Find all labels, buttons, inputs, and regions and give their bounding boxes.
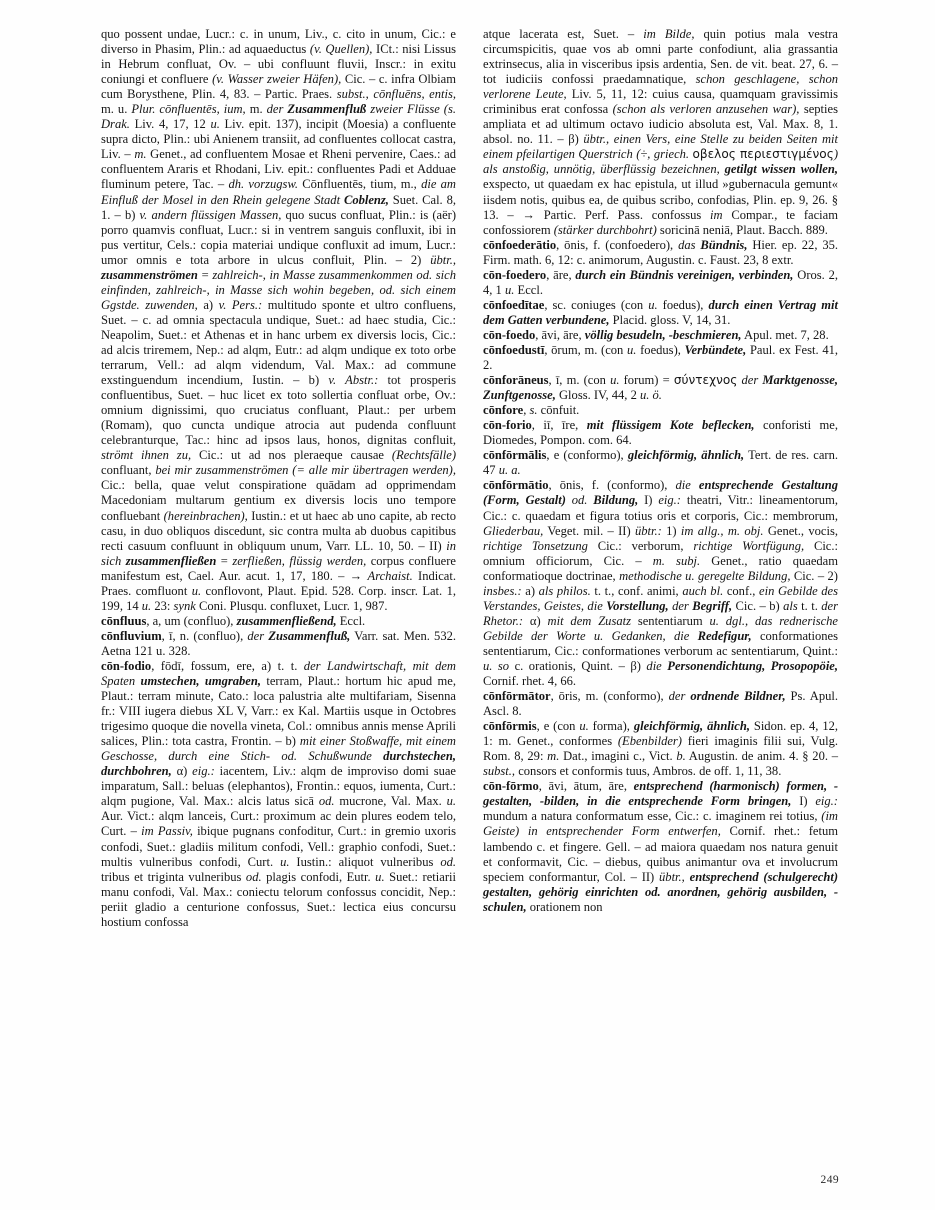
dictionary-entry: cōn-foedero, āre, durch ein Bündnis vereinigen, verbinden, Oros. 2, 4, 1 u. Eccl. — [483, 267, 838, 297]
dictionary-entry: cōn-fodio, fōdī, fossum, ere, a) t. t. der Landwirtschaft, mit dem Spaten umstechen, umgraben, terram, Plaut.: hortum hic apud me, Plaut.: terram minute, Cato.: loca palustria alte multifariam, Sisenna fr.: VIII iugera diebus XL V, Varr.: ex Kal. Martiis usque in Octobres trigesimo quoque die novella vineta, Col.: omnibus annis mense Aprili salices, Plin.: tota castra, Frontin. – b) mit einer Stoßwaffe, mit einem Geschosse, durch eine Stich- od. Schußwunde durchstechen, durchbohren, α) eig.: iacentem, Liv.: alqm de improviso domi suae imparatum, Sall.: beluas (elephantos), Frontin.: equos, iumenta, Curt.: alqm pugione, Val. Max.: alcis latus sicā od. mucrone, Val. Max. u. Aur. Vict.: alqm lanceis, Curt.: proximum ac dein plures eodem telo, Curt. – im Passiv, ibique pugnans confoditur, Curt.: in gremio uxoris confodi, Suet.: gladiis militum confodi, Vell.: graphio confodi, Suet.: multis vulneribus confodi, Curt. u. Iustin.: aliquot vulneribus od. tribus et triginta vulneribus od. plagis confodi, Eutr. u. Suet.: retiarii manu confodi, Val. Max.: coniectu telorum confossus concidit, Nep.: periit gladio a centurione confossus, Suet.: lectica eius concursu hostium confossa — [101, 658, 456, 929]
page-number: 249 — [820, 1174, 839, 1186]
dictionary-entry: cōnfluvium, ī, n. (confluo), der Zusammenfluß, Varr. sat. Men. 532. Aetna 121 u. 328. — [101, 628, 457, 658]
dictionary-entry: cōnfoederātio, ōnis, f. (confoedero), das Bündnis, Hier. ep. 22, 35. Firm. math. 6, 12: c. animorum, Augustin. c. Faust. 23, 8 extr. — [483, 237, 839, 267]
dictionary-entry: cōn-forio, iī, īre, mit flüssigem Kote beflecken, conforisti me, Diomedes, Pompon. com. 64. — [483, 418, 838, 448]
dictionary-entry: cōnfōrmātor, ōris, m. (conformo), der ordnende Bildner, Ps. Apul. Ascl. 8. — [483, 689, 839, 719]
dictionary-entry: cōnfōrmis, e (con u. forma), gleichförmig, ähnlich, Sidon. ep. 4, 12, 1: m. Genet., conformes (Ebenbilder) fieri imaginis filii sui, Vulg. Rom. 8, 29: m. Dat., imagini c., Vict. b. Augustin. de anim. 4. § 20. – subst., consors et conformis tuus, Ambros. de off. 1, 11, 38. — [483, 719, 839, 779]
dictionary-entry: cōnfōrmālis, e (conformo), gleichförmig, ähnlich, Tert. de res. carn. 47 u. a. — [483, 448, 838, 478]
left-column — [101, 27, 456, 1167]
right-column — [483, 27, 838, 1167]
dictionary-entry: atque lacerata est, Suet. – im Bilde, quin potius mala vestra circumspicitis, quae vos ab omni parte confodiunt, alia grassantia extrinsecus, alia in visceribus ipsis ardentia, Sen. de vit. beat. 27, 6. – tot iudiciis confossi praedamnatique, schon geschlagene, schon verlorene Leute, Liv. 5, 11, 12: cuius causa, quamquam gravissimis criminibus erat confossa (schon als verloren anzusehen war), septies ampliata et ad ultimum octavo iudicio absoluta est, Val. Max. 8, 1. absol. no. 11. – β) übtr., einen Vers, eine Stelle zu beiden Seiten mit einem pfeilartigen Querstrich (÷, griech. οβελος περιεστιγμένος) als anstoßig, unnötig, überflüssig bezeichnen, getilgt wissen wollen, exspecto, ut quaedam ex hac epistula, ut illud »gubernacula gemunt« iisdem notis, quibus ea, de quibus scribo, confodias, Plin. ep. 9, 26. § 13. – → Partic. Perf. Pass. confossus im Compar., te faciam confossiorem (stärker durchbohrt) soricinā neniā, Plaut. Bacch. 889. — [483, 27, 838, 237]
dictionary-entry: cōnfoedustī, ōrum, m. (con u. foedus), Verbündete, Paul. ex Fest. 41, 2. — [483, 342, 838, 373]
dictionary-entry: cōnfoedītae, sc. coniuges (con u. foedus), durch einen Vertrag mit dem Gatten verbundene, Placid. gloss. V, 14, 31. — [483, 297, 839, 327]
page-columns — [101, 27, 838, 1167]
dictionary-entry: cōnfore, s. cōnfuit. — [483, 403, 580, 418]
dictionary-entry: cōnforāneus, ī, m. (con u. forum) = σύντεχνος der Marktgenosse, Zunftgenosse, Gloss. IV, 44, 2 u. ö. — [483, 373, 839, 403]
dictionary-entry: cōn-fōrmo, āvi, ātum, āre, entsprechend (harmonisch) formen, -gestalten, -bilden, in die entsprechende Form bringen, I) eig.: mundum a natura conformatum esse, Cic.: c. imaginem rei totius, (im Geiste) in entsprechender Form entwerfen, Cornif. rhet.: fetum lambendo c. et fingere. Gell. – ad maiora quaedam nos natura genuit et conformavit, Cic. – diebus, quibus animantur ova et involucrum speciem conformantur, Col. – II) übtr., entsprechend (schulgerecht) gestalten, gehörig einrichten od. anordnen, gehörig ausbilden, -schulen, orationem non — [483, 779, 839, 914]
dictionary-entry: cōnfluus, a, um (confluo), zusammenfließend, Eccl. — [101, 613, 366, 628]
dictionary-entry: quo possent undae, Lucr.: c. in unum, Liv., c. cito in unum, Cic.: e diverso in Phasim, Plin.: ad aquaeductus (v. Quellen), ICt.: nisi Lissus in Hebrum confluat, Ov. – ubi confluunt fluvii, Inscr.: in exitu coniungi et confluere (v. Wasser zweier Häfen), Cic. – c. infra Olbiam cum Borysthene, Plin. 4, 83. – Partic. Praes. subst., cōnfluēns, entis, m. u. Plur. cōnfluentēs, ium, m. der Zusammenfluß zweier Flüsse (s. Drak. Liv. 4, 17, 12 u. Liv. epit. 137), incipit (Moesia) a confluente supra dicto, Plin.: ubi Anienem transiit, ad confluentes collocat castra, Liv. – m. Genet., ad confluentem Mosae et Rheni pervenire, Caes.: ad confluentem Araris et Rhodani, Liv. epit.: confluentes Padi et Adduae fluminum petere, Tac. – dh. vorzugsw. Cōnfluentēs, tium, m., die am Einfluß der Mosel in den Rhein gelegene Stadt Coblenz, Suet. Cal. 8, 1. – b) v. andern flüssigen Massen, quo sucus confluat, Plin.: is (aër) porro quamvis confluat, Lucr.: si in ventrem sanguis confluxit, ibi in pus vertitur, Cels.: copia materiai undique confluxit ad imum, Lucr.: umor omnis e tota arbore in ulcus confluit, Plin. – 2) übtr., zusammenströmen = zahlreich-, in Masse zusammenkommen od. sich einfinden, zahlreich-, in Masse sich wohin begeben, od. sich einem Ggstde. zuwenden, a) v. Pers.: multitudo sponte et ultro confluens, Suet. – c. ad omnia spectacula undique, Suet.: ad haec studia, Cic.: Neapolim, Suet.: et Athenas et in hanc urbem ex diversis locis, Cic.: ad alcis triremem, Nep.: ad alqm, Eutr.: ad alqm undique ex toto orbe terrarum, Vell.: ad alqm videndum, Val. Max.: ad commune exstinguendum incendium, Iustin. – b) v. Abstr.: tot prosperis confluentibus, Suet. – huc licet ex toto sollertia confluat orbe, Ov.: omnium dignissimi, quo cruciatus confluant, Plaut.: per urbem (Romam), quo cuncta undique atrocia aut pudenda confluunt celebranturque, Tac.: hinc ad ipsos laus, honos, dignitas confluit, strömt ihnen zu, Cic.: ut ad nos pleraeque causae (Rechtsfälle) confluant, bei mir zusammenströmen (= alle mir übertragen werden), Cic.: bella, quae velut conspiratione quādam ad opprimendam Macedoniam multarum gentium ex diversis locis uno tempore confluebant (hereinbrachen), Iustin.: et ut haec ab uno capite, ab recto casu, in duo obliquos discedunt, sic contra multa ab duobus capitibus recti casuum confluunt in obliquum unum, Varr. LL. 10, 50. – II) in sich zusammenfließen = zerfließen, flüssig werden, corpus confluere manifestum est, Cael. Aur. acut. 1, 17, 180. – → Archaist. Indicat. Praes. comfluont u. conflovont, Plaut. Epid. 528. Corp. inscr. Lat. 1, 199, 14 u. 23: synk Coni. Plusqu. confluxet, Lucr. 1, 987. — [101, 27, 457, 613]
dictionary-entry: cōnfōrmātio, ōnis, f. (conformo), die entsprechende Gestaltung (Form, Gestalt) od. Bildung, I) eig.: theatri, Vitr.: lineamentorum, Cic.: c. quaedam et figura totius oris et corporis, Cic.: membrorum, Gliederbau, Veget. mil. – II) übtr.: 1) im allg., m. obj. Genet., vocis, richtige Tonsetzung Cic.: verborum, richtige Wortfügung, Cic.: omnium officiorum, Cic. – m. subj. Genet., ratio quaedam conformatioque doctrinae, methodische u. geregelte Bildung, Cic. – 2) insbes.: a) als philos. t. t., conf. animi, auch bl. conf., ein Gebilde des Verstandes, Geistes, die Vorstellung, der Begriff, Cic. – b) als t. t. der Rhetor.: α) mit dem Zusatz sententiarum u. dgl., das rednerische Gebilde der Worte u. Gedanken, die Redefigur, conformationes sententiarum, Cic.: conformationes verborum ac sententiarum, Quint.: u. so c. orationis, Quint. – β) die Personendichtung, Prosopopöie, Cornif. rhet. 4, 66. — [483, 478, 839, 689]
dictionary-entry: cōn-foedo, āvi, āre, völlig besudeln, -beschmieren, Apul. met. 7, 28. — [483, 327, 829, 342]
